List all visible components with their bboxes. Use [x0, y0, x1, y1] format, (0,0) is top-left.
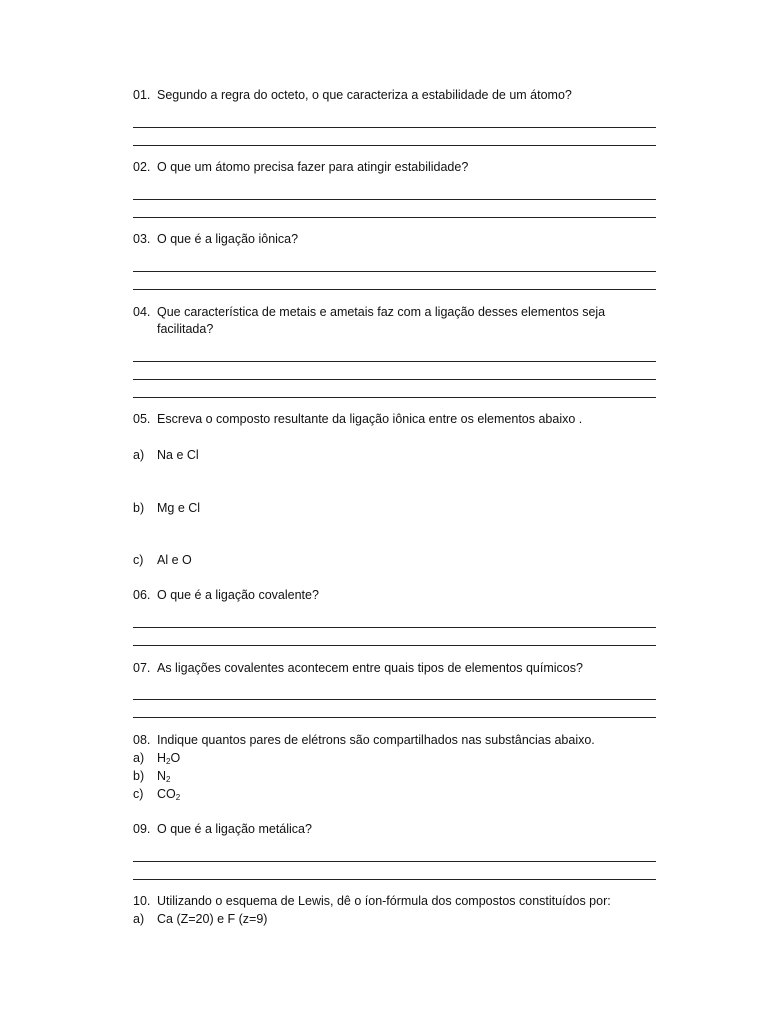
q05-item-text: Mg e Cl [157, 501, 201, 515]
q05-item-text: Al e O [157, 553, 192, 567]
answer-line[interactable] [133, 289, 656, 290]
q08-item-label: a) [133, 751, 145, 765]
answer-line[interactable] [133, 379, 656, 380]
answer-line[interactable] [133, 627, 656, 628]
question-08-text: Indique quantos pares de elétrons são compartilhados nas substâncias abaixo. [157, 733, 595, 747]
q10-item-text: Ca (Z=20) e F (z=9) [157, 912, 268, 926]
question-07-text: As ligações covalentes acontecem entre quais tipos de elementos químicos? [157, 661, 583, 675]
question-08-number: 08. [133, 733, 151, 747]
q08-item-label: c) [133, 787, 144, 801]
answer-line[interactable] [133, 861, 656, 862]
answer-line[interactable] [133, 645, 656, 646]
question-07-number: 07. [133, 661, 151, 675]
q08-item-label: b) [133, 769, 145, 783]
question-03-number: 03. [133, 232, 151, 246]
question-05-text: Escreva o composto resultante da ligação iônica entre os elementos abaixo . [157, 412, 583, 426]
question-06-number: 06. [133, 588, 151, 602]
answer-line[interactable] [133, 361, 656, 362]
question-10-number: 10. [133, 894, 151, 908]
question-04-text-continued: facilitada? [157, 322, 214, 336]
question-01-number: 01. [133, 88, 151, 102]
q10-item-label: a) [133, 912, 145, 926]
answer-line[interactable] [133, 145, 656, 146]
answer-line[interactable] [133, 397, 656, 398]
question-04-number: 04. [133, 305, 151, 319]
answer-line[interactable] [133, 199, 656, 200]
answer-line[interactable] [133, 271, 656, 272]
answer-line[interactable] [133, 699, 656, 700]
question-05-number: 05. [133, 412, 151, 426]
question-02-text: O que um átomo precisa fazer para atingir estabilidade? [157, 160, 469, 174]
q05-item-text: Na e Cl [157, 448, 199, 462]
question-04-text: Que característica de metais e ametais faz com a ligação desses elementos seja [157, 305, 606, 319]
question-01-text: Segundo a regra do octeto, o que caracteriza a estabilidade de um átomo? [157, 88, 572, 102]
answer-line[interactable] [133, 717, 656, 718]
q08-item-formula: $H_2O$ [157, 751, 181, 766]
question-09-number: 09. [133, 822, 151, 836]
q08-item-formula: $N_2$ [157, 769, 171, 784]
q05-item-label: b) [133, 501, 145, 515]
q05-item-label: a) [133, 448, 145, 462]
question-02-number: 02. [133, 160, 151, 174]
q05-item-label: c) [133, 553, 144, 567]
q08-item-formula: $CO_2$ [157, 787, 181, 802]
question-09-text: O que é a ligação metálica? [157, 822, 312, 836]
answer-line[interactable] [133, 217, 656, 218]
answer-line[interactable] [133, 127, 656, 128]
question-06-text: O que é a ligação covalente? [157, 588, 319, 602]
question-03-text: O que é a ligação iônica? [157, 232, 299, 246]
answer-line[interactable] [133, 879, 656, 880]
question-10-text: Utilizando o esquema de Lewis, dê o íon-fórmula dos compostos constituídos por: [157, 894, 611, 908]
